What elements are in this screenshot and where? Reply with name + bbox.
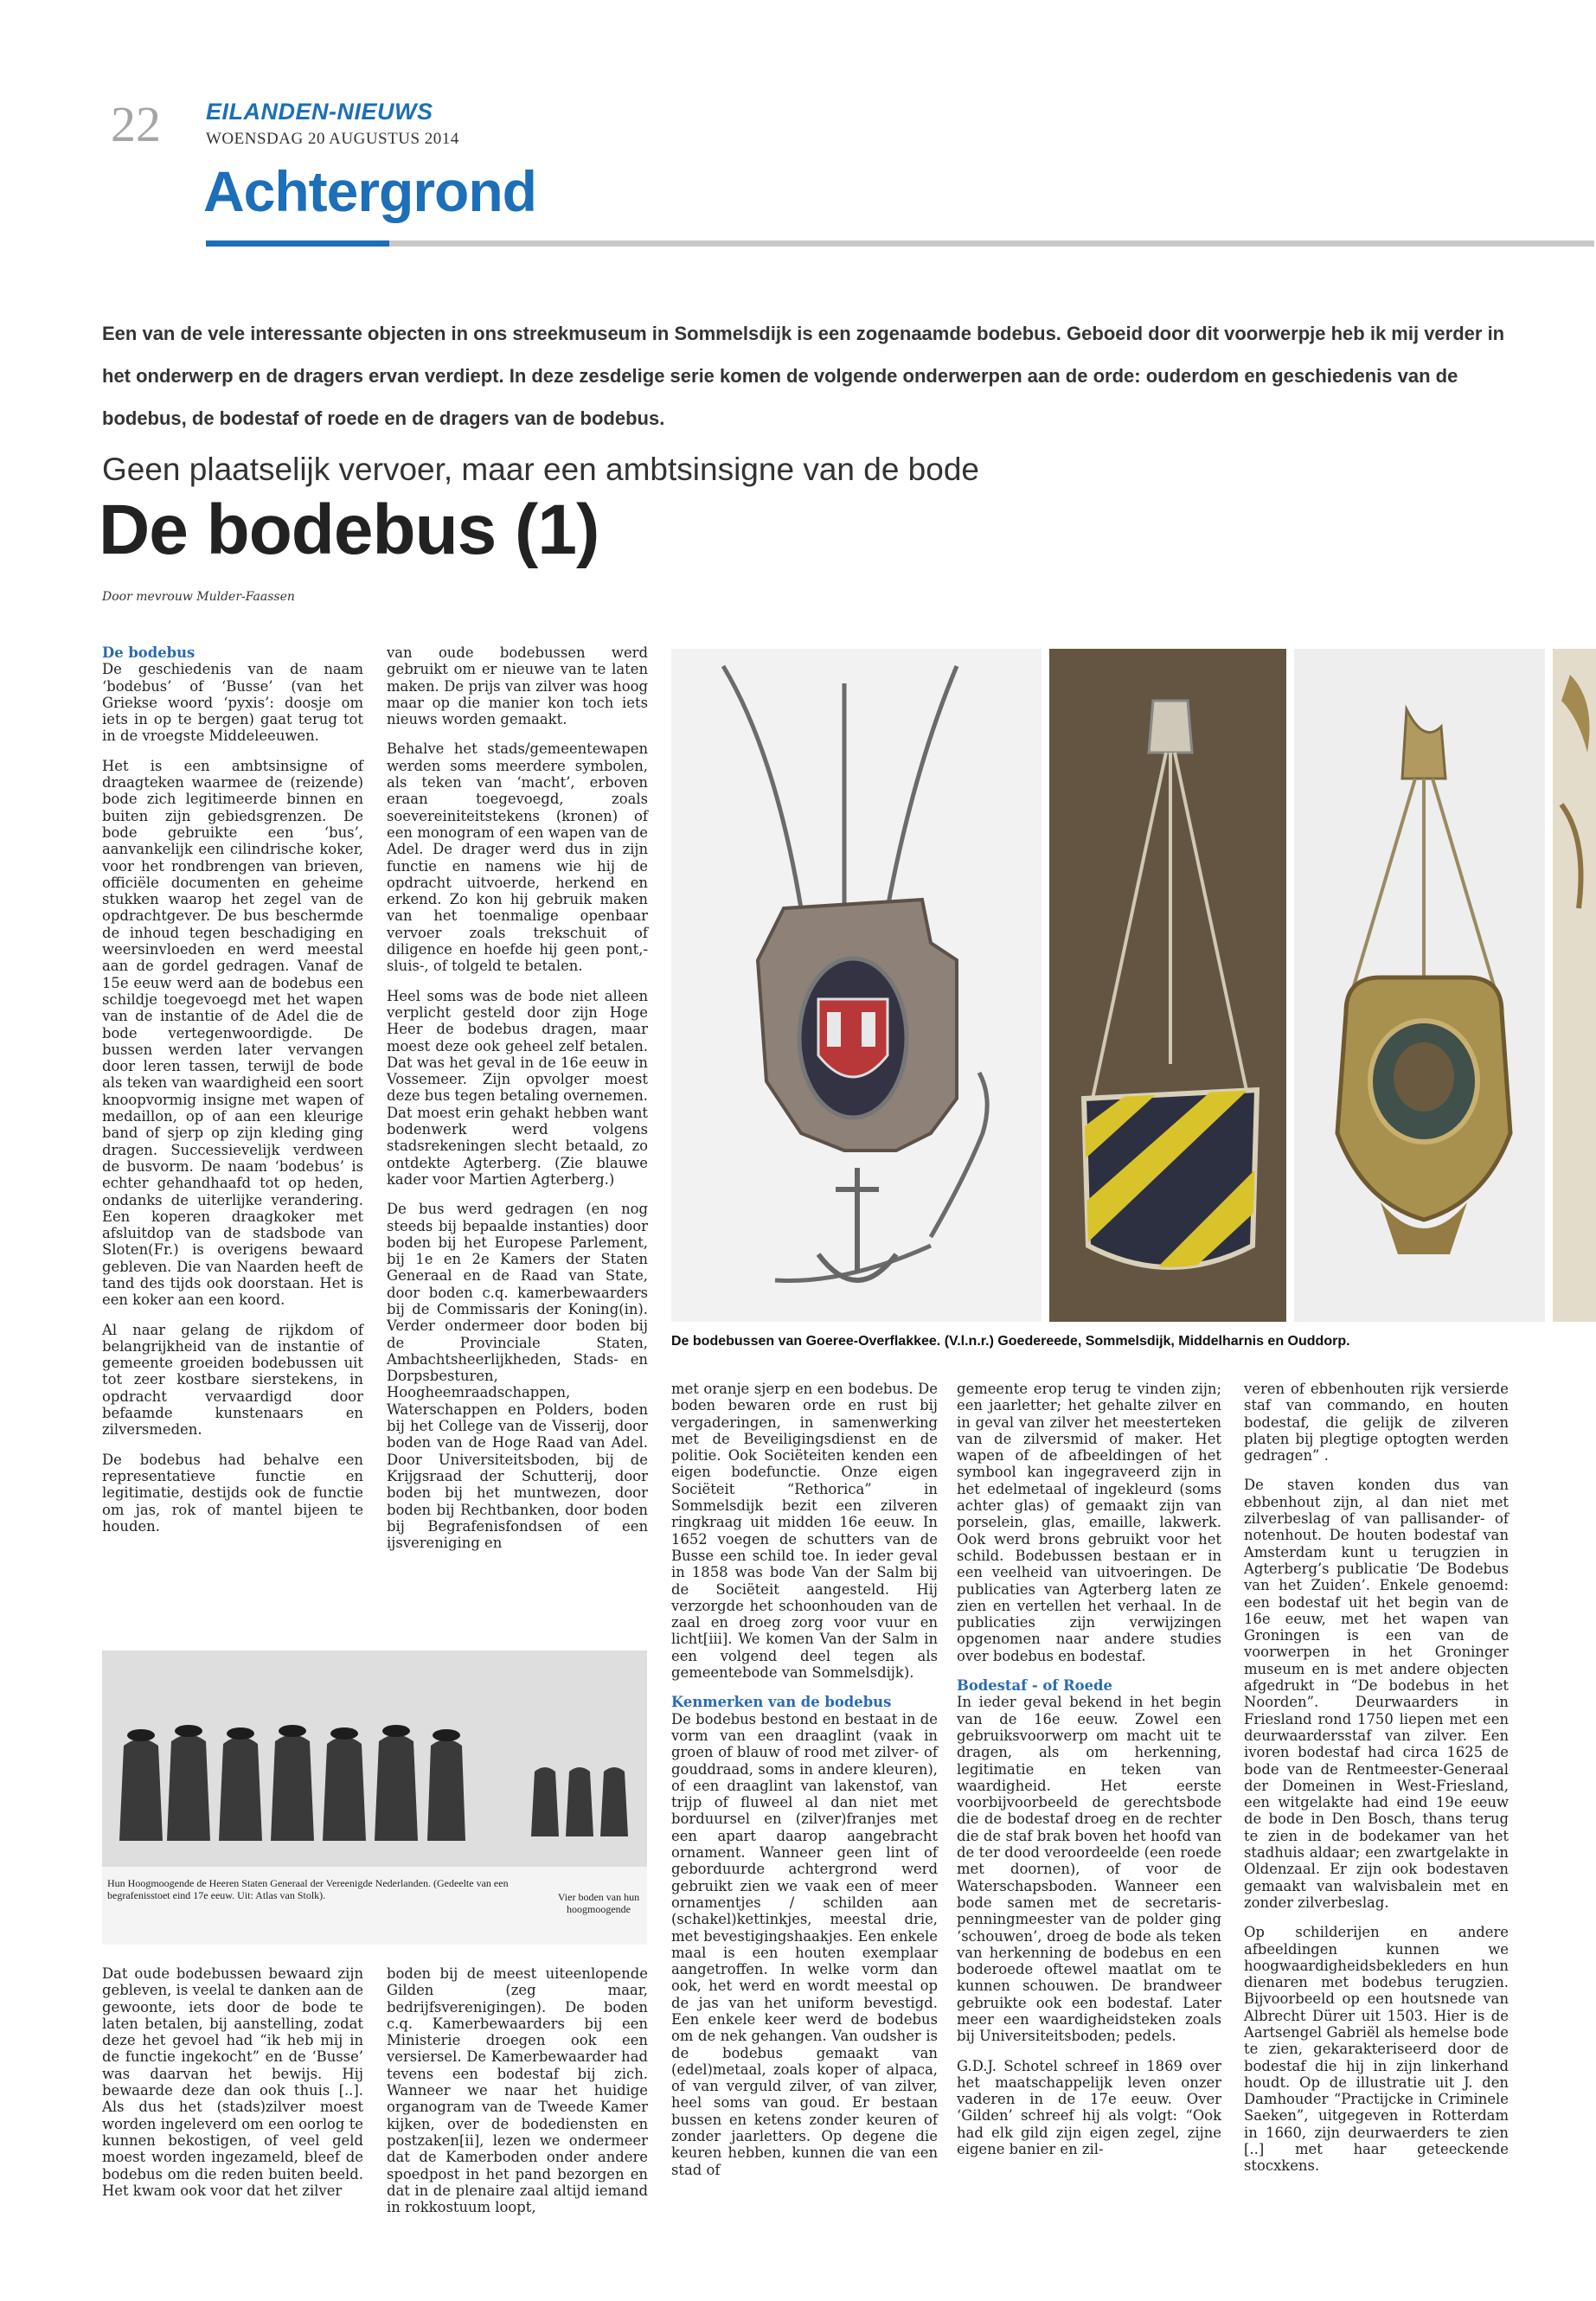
paragraph: De bus werd gedragen (en nog steeds bij bepaalde instanties) door boden bij het Europese Parlement, bij 1e en 2e Kamers der Staten Generaal en de Raad van State, door boden c.q. kamerbewaarders bij de Commissaris der Koning(in). Verder ondermeer door boden bij de Provinciale Staten, Ambachtsheerlijkheden, Stads- en Dorpsbesturen, Hoogheemraadschappen, Waterschappen en Polders, boden bij het College van de Visserij, door boden van de Hoge Raad van Adel. Door Universiteitsboden, bij de Krijgsraad der Schutterij, door boden bij het muntwezen, door boden bij Rechtbanken, door boden bij Begrafenisfondsen of een ijsvereniging en	[387, 1201, 648, 1552]
column-2-bottom	[387, 1965, 648, 2228]
paragraph: boden bij de meest uiteenlopende Gilden (zeg maar, bedrijfsverenigingen). De boden c.q. Kamerbewaarders bij een Ministerie droegen ook een versiersel. De Kamerbewaarder had tevens een bodestaf bij zich. Wanneer we naar het huidige organogram van de Tweede Kamer kijken, over de bodediensten en postzaken[ii], lezen we ondermeer dat de Kamerboden onder andere spoedpost in het pand bezorgen en dat in de plenaire zaal altijd iemand in rokkostuum loopt,	[387, 1965, 648, 2216]
section-title: Achtergrond	[203, 159, 536, 223]
paragraph: De geschiedenis van de naam ‘bodebus’ of ‘Busse’ (van het Griekse woord ‘pyxis’: doosje om iets in op te bergen) gaat terug tot in de vroegste Middeleeuwen.	[102, 661, 363, 745]
header-rule	[206, 240, 1594, 247]
column-3	[671, 1381, 938, 2191]
subhead-bodebus: De bodebus	[102, 644, 195, 661]
paragraph: Heel soms was de bode niet alleen verplicht gesteld door zijn Hoge Heer de bodebus dragen, maar moest deze ook geheel zelf betalen. Dat was het geval in de 16e eeuw in Vossemeer. Zijn opvolger moest deze bus tegen betaling overnemen. Dat moest erin gehakt hebben want bodenwerk werd volgens stadsrekeningen slecht betaald, zo ontdekte Agterberg. (Zie blauwe kader voor Martien Agterberg.)	[387, 987, 648, 1188]
paragraph: Al naar gelang de rijkdom of belangrijkheid van de instantie of gemeente groeiden bodebussen uit tot zeer kostbare sierstekens, in opdracht vervaardigd door befaamde kunstenaars en zilversmeden.	[102, 1321, 363, 1439]
goedereede-bodebus-image	[671, 649, 1042, 1322]
paragraph: De bodebus had behalve een representatieve functie en legitimatie, destijds ook de functie om jas, rok of mantel bijeen te houden.	[102, 1451, 363, 1535]
photo-goedereede	[671, 649, 1042, 1322]
subhead-bodestaf: Bodestaf - of Roede	[957, 1677, 1112, 1695]
ouddorp-bodebus-image	[1553, 649, 1596, 1322]
photo-sommelsdijk	[1049, 649, 1286, 1322]
archive-caption-right: Vier boden van hun hoogmoogende	[557, 1891, 640, 1915]
middelharnis-bodebus-image	[1294, 649, 1545, 1322]
article-intro: Een van de vele interessante objecten in ons streekmuseum in Sommelsdijk is een zogenaamde bodebus. Geboeid door dit voorwerpje heb ik mij verder in het onderwerp en de dragers ervan verdiept. In deze zesdelige serie komen de volgende onderwerpen aan de orde: ouderdom en geschiedenis van de bodebus, de bodestaf of roede en de dragers van de bodebus.	[102, 323, 1505, 429]
paragraph: De bodebus bestond en bestaat in de vorm van een draaglint (vaak in groen of blauw of rood met zilver- of gouddraad, soms in andere kleuren), of een draaglint van lakenstof, van trijp of fluweel al dan niet met borduursel en (zilver)franjes met een apart daarop aangebracht ornament. Wanneer geen lint of geborduurde achtergrond werd gebruikt zien we vaak een of meer ornamentjes / schilden aan (schakel)kettinkjes, meestal drie, met bevestigingshaakjes. Een enkele maal is een houten exemplaar aangetroffen. In welke vorm dan ook, het werd en wordt meestal op de jas van het uniform bevestigd. Een enkele keer werd de bodebus om de nek gehangen. Van oudsher is de bodebus gemaakt van (edel)metaal, zoals koper of alpaca, of van verguld zilver, of van zilver, heel soms van goud. Er bestaan bussen en ketens zonder keuren of zonder jaarletters. Op degene die keuren hebben, kunnen die van een stad of	[671, 1710, 938, 2178]
paragraph: veren of ebbenhouten rijk versierde staf van commando, en houten bodestaf, die gelijk de zilveren platen bij plegtige optogten werden gedragen” .	[1244, 1381, 1509, 1465]
article-kicker: Geen plaatselijk vervoer, maar een ambtsinsigne van de bode	[102, 452, 979, 487]
paragraph: G.D.J. Schotel schreef in 1869 over het maatschappelijk leven onzer vaderen in de 17e eeuw. Over ‘Gilden’ schreef hij als volgt: “Ook had elk gild zijn eigen zegel, zijne eigene banier en zil-	[957, 2057, 1221, 2158]
paragraph: Op schilderijen en andere afbeeldingen kunnen we hoogwaardigheidsbekleders en hun dienaren met bodebus terugzien. Bijvoorbeeld op een houtsnede van Albrecht Dürer uit 1503. Hier is de Aartsengel Gabriël als hemelse bode te zien, gekarakteriseerd door de bodestaf die hij in zijn linkerhand houdt. Op de illustratie uit J. den Damhouder “Practijcke in Criminele Saeken”, uitgegeven in Rotterdam in 1660, zijn deurwaerders te zien [..] met haar geteeckende stocxkens.	[1244, 1924, 1509, 2175]
column-5	[1244, 1381, 1509, 2188]
header-rule-accent	[206, 240, 389, 247]
photo-ouddorp	[1553, 649, 1596, 1322]
page-number: 22	[111, 96, 161, 152]
photo-caption: De bodebussen van Goeree-Overflakkee. (V.l.n.r.) Goedereede, Sommelsdijk, Middelharnis en Ouddorp.	[671, 1334, 1350, 1349]
paragraph: Behalve het stads/gemeentewapen werden soms meerdere symbolen, als teken van ‘macht’, erboven eraan toegevoegd, zoals soevereiniteitstekens (kronen) of een monogram of een wapen van de Adel. De drager werd dus in zijn functie en namens wie hij de opdracht uitvoerde, herkend en erkend. Zo kon hij gebruik maken van het toenmalige openbaar vervoer zoals trekschuit of diligence en hoefde hij geen pont,- sluis-, of tolgeld te betalen.	[387, 740, 648, 975]
subhead-kenmerken: Kenmerken van de bodebus	[671, 1694, 892, 1711]
archive-caption: Hun Hoogmoogende de Heeren Staten Generaal der Vereenigde Nederlanden. (Gedeelte van een begrafenisstoet eind 17e eeuw. Uit: Atlas van Stolk).	[107, 1877, 509, 1901]
column-1-top	[102, 644, 363, 1548]
column-1-bottom	[102, 1965, 363, 2212]
paragraph: van oude bodebussen werd gebruikt om er nieuwe van te laten maken. De prijs van zilver was hoog maar op die manier kon toch iets nieuws worden gemaakt.	[387, 644, 648, 728]
paragraph: De staven konden dus van ebbenhout zijn, al dan niet met zilverbeslag of van pallisander- of notenhout. De houten bodestaf van Amsterdam kunt u terugzien in Agterberg’s publicatie ‘De Bodebus van het Zuiden’. Enkele genoemd: een bodestaf uit het begin van de 16e eeuw, met het wapen van Groningen is een van de voorwerpen in het Groninger museum en is met andere objecten afgedrukt in “De bodebus in het Noorden”. Deurwaarders in Friesland rond 1750 liepen met een deurwaardersstaf van zilver. Een ivoren bodestaf had circa 1625 de bode van de Rentmeester-Generaal der Domeinen in West-Friesland, een witgelakte had eind 19e eeuw de bode in Den Bosch, thans terug te zien in de bodekamer van het stadhuis aldaar; een zwartgelakte in Oldenzaal. Er zijn ook bodestaven gemaakt van walvisbalein met en zonder zilverbeslag.	[1244, 1477, 1509, 1911]
column-2-top	[387, 644, 648, 1564]
column-4	[957, 1381, 1221, 2170]
photo-middelharnis	[1294, 649, 1545, 1322]
paragraph: Dat oude bodebussen bewaard zijn gebleven, is veelal te danken aan de gewoonte, iets door de bode te laten betalen, bij aanstelling, zodat deze het gevoel had “ik heb mij in de functie ingekocht” en de ‘Busse’ was daarvan het bewijs. Hij bewaarde deze dan ook thuis [..]. Als dus het (stads)zilver moest worden ingeleverd om een oorlog te kunnen bekostigen, of veel geld moest worden ingezameld, bleef de bodebus om die reden buiten beeld. Het kwam ook voor dat het zilver	[102, 1965, 363, 2199]
paragraph: met oranje sjerp en een bodebus. De boden bewaren orde en rust bij vergaderingen, in samenwerking met de Beveiligingsdienst en de politie. Ook Sociëteiten kenden een eigen bodefunctie. Onze eigen Sociëteit “Rethorica” in Sommelsdijk bezit een zilveren ringkraag uit midden 16e eeuw. In 1652 voegen de schutters van de Busse een schild toe. In ieder geval in 1858 was bode Van der Salm bij de Sociëteit aangesteld. Hij verzorgde het schoonhouden van de zaal en droeg zorg voor vuur en licht[iii]. We komen Van der Salm in een volgend deel tegen als gemeentebode van Sommelsdijk).	[671, 1381, 938, 1682]
article-headline: De bodebus (1)	[99, 490, 599, 569]
newspaper-logo: EILANDEN-NIEUWS	[206, 99, 433, 125]
sommelsdijk-bodebus-image	[1049, 649, 1286, 1322]
paragraph: gemeente erop terug te vinden zijn; een jaarletter; het gehalte zilver en in geval van zilver het meesterteken van de zilversmid of maker. Het wapen of de afbeeldingen of het symbool kan ingegraveerd zijn in het edelmetaal of ingekleurd (soms achter glas) of gemaakt zijn van porselein, glas, emaille, lakwerk. Ook werd brons gebruikt voor het schild. Bodebussen bestaan er in een veelheid van uitvoeringen. De publicaties van Agterberg laten ze zien en vertellen het verhaal. In de publicaties zijn verwijzingen opgenomen naar andere studies over bodebus en bodestaf.	[957, 1381, 1221, 1664]
paragraph: In ieder geval bekend in het begin van de 16e eeuw. Zowel een gebruiksvoorwerp om macht uit te dragen, als om herkenning, legitimatie en teken van waardigheid. Het eerste voorbijvoorbeeld de gerechtsbode die de bodestaf droeg en de rechter die de staf brak boven het hoofd van de ter dood veroordeelde (een roede met doornen), of voor de Waterschapsboden. Wanneer een bode samen met de secretaris-penningmeester van de polder ging ‘schouwen’, droeg de bode als teken van herkenning de bodebus en een boderoede oftewel maatlat om te kunnen schouwen. De brandweer gebruikte ook een bodestaf. Later meer een waardigheidsteken zoals bij Universiteitsboden; pedels.	[957, 1694, 1221, 2045]
paragraph: Het is een ambtsinsigne of draagteken waarmee de (reizende) bode zich legitimeerde binnen en buiten zijn gebiedsgrenzen. De bode gebruikte een ‘bus’, aanvankelijk een cilindrische koker, voor het rondbrengen van brieven, officiële documenten en geheime stukken waarop het zegel van de opdrachtgever. De bus beschermde de inhoud tegen beschadiging en weersinvloeden en werd meestal aan de gordel gedragen. Vanaf de 15e eeuw werd aan de bodebus een schildje toegevoegd met het wapen van de instantie of de Adel die de bode vertegenwoordigde. De bussen werden later vervangen door leren tassen, terwijl de bode als teken van waardigheid een soort knoopvormig insigne met wapen of medaillon, op of aan een kleurige band of sjerp op zijn kleding ging dragen. Successievelijk verdween de busvorm. De naam ‘bodebus’ is echter gehandhaafd tot op heden, ondanks de uiterlijke verandering. Een koperen draagkoker met afsluitdop van de stadsbode van Sloten(Fr.) is overigens bewaard gebleven. Die van Naarden heeft de tand des tijds ook doorstaan. Het is een koker aan een koord.	[102, 757, 363, 1309]
article-byline: Door mevrouw Mulder-Faassen	[102, 590, 295, 604]
archive-image	[102, 1650, 647, 1945]
issue-date: WOENSDAG 20 AUGUSTUS 2014	[206, 130, 459, 148]
